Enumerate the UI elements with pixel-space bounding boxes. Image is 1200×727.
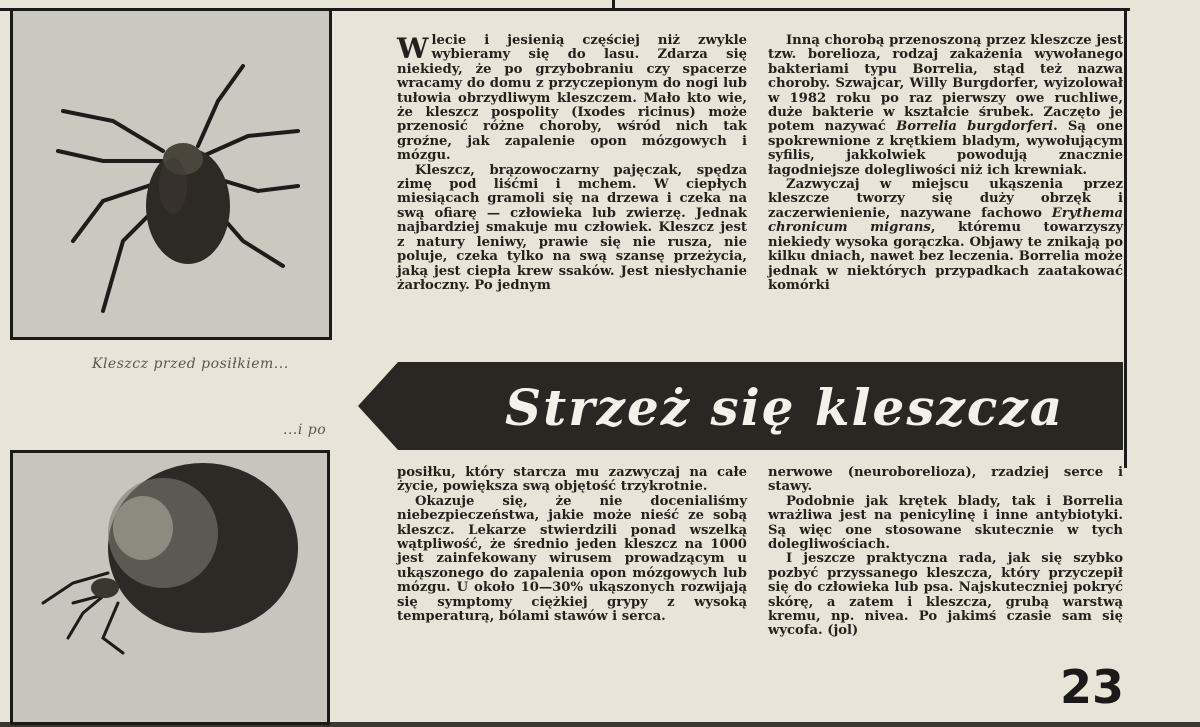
photo-tick-before xyxy=(10,8,332,340)
caption-before: Kleszcz przed posiłkiem... xyxy=(92,356,289,372)
col1-paragraph-1: lecie i jesienią częściej niż zwykle wybieramy się do lasu. Zdarza się niekiedy, że po grzybobraniu czy spacerze wracamy do domu z przyczepionym do nogi lub tułowia obrzydliwym kleszczem. Mało kto wie, że kleszcz pospolity (Ixodes ricinus) może przenosić różne choroby, wśród nich tak groźne, jak zapalenie opon mózgowych i mózgu. xyxy=(397,33,747,164)
photo-tick-after xyxy=(10,450,330,725)
col2-italic-borrelia: Borrelia burgdorferi xyxy=(896,119,1054,135)
col2-paragraph-1b: . Są one spokrewnione z krętkiem bladym, wywołującym syfilis, jakkolwiek powodują znacznie łagodniejsze dolegliwości niż ich krewniak. xyxy=(768,119,1123,178)
col3-paragraph-2: Okazuje się, że nie docenialiśmy niebezpieczeństwa, jakie może nieść ze sobą kleszcz. Lekarze stwierdzili ponad wszelką wątpliwość, że średnio jeden kleszcz na 1000 jest zainfekowany wirusem prowadzącym u ukąszonego do zapalenia opon mózgowych lub mózgu. U około 10—30% ukąszonych rozwijają się symptomy ciężkiej grypy z wysoką temperaturą, bólami stawów i serca. xyxy=(397,493,747,625)
article-title: Strzeż się kleszcza xyxy=(505,378,1065,437)
tick-after-image xyxy=(13,453,327,722)
tick-before-image xyxy=(13,11,329,337)
col1-paragraph-2: Kleszcz, brązowoczarny pajęczak, spędza zimę pod liśćmi i mchem. W ciepłych miesiącach gramoli się na drzewa i czeka na swą ofiarę — człowieka lub zwierzę. Jednak najbardziej smakuje mu człowiek. Kleszcz jest z natury leniwy, prawie się nie rusza, nie poluje, czeka tylko na swą szansę przeżycia, jaką jest ciepła krew ssaków. Jest niesłychanie żarłoczny. Po jednym xyxy=(397,162,747,293)
column-1 xyxy=(397,34,747,293)
col4-paragraph-3: I jeszcze praktyczna rada, jak się szybko pozbyć przyssanego kleszcza, który przyczepił się do człowieka lub psa. Najskuteczniej pokryć skórę, a zatem i kleszcza, grubą warstwą kremu, np. nivea. Po jakimś czasie sam się wycofa. (jol) xyxy=(768,551,1123,639)
column-2 xyxy=(768,34,1123,293)
col2-paragraph-2b: , któremu towarzyszy niekiedy wysoka gorączka. Objawy te znikają po kilku dniach, nawet bez leczenia. Borrelia może jednak w niektórych przypadkach zaatakować komórki xyxy=(768,220,1123,293)
page-number: 23 xyxy=(1060,660,1125,714)
col4-paragraph-2: Podobnie jak krętek blady, tak i Borrelia wrażliwa jest na penicylinę i inne antybiotyki. Są więc one stosowane skutecznie w tych dolegliwościach. xyxy=(768,493,1123,553)
col2-paragraph-2a: Zazwyczaj w miejscu ukąszenia przez kleszcze tworzy się duży obrzęk i zaczerwienienie, nazywane fachowo xyxy=(768,177,1123,221)
caption-after: ...i po xyxy=(283,422,327,438)
top-rule-tick xyxy=(612,0,615,10)
col2-paragraph-1a: Inną chorobą przenoszoną przez kleszcze jest tzw. borelioza, rodzaj zakażenia wywołanego bakteriami typu Borrelia, stąd też nazwa choroby. Szwajcar, Willy Burgdorfer, wyizolował w 1982 roku po raz pierwszy owe ruchliwe, duże bakterie w kształcie śrubek. Zaczęto je potem nazywać xyxy=(768,33,1123,135)
drop-cap: W xyxy=(397,32,429,65)
column-3 xyxy=(397,466,747,624)
col3-paragraph-1: posiłku, który starcza mu zazwyczaj na całe życie, powiększa swą objętość trzykrotnie. xyxy=(397,465,747,495)
col2-italic-erythema: Erythema chronicum migrans xyxy=(768,205,1123,236)
column-4 xyxy=(768,466,1123,639)
col4-paragraph-1: nerwowe (neuroborelioza), rzadziej serce i stawy. xyxy=(768,465,1123,495)
right-rule xyxy=(1124,8,1127,468)
